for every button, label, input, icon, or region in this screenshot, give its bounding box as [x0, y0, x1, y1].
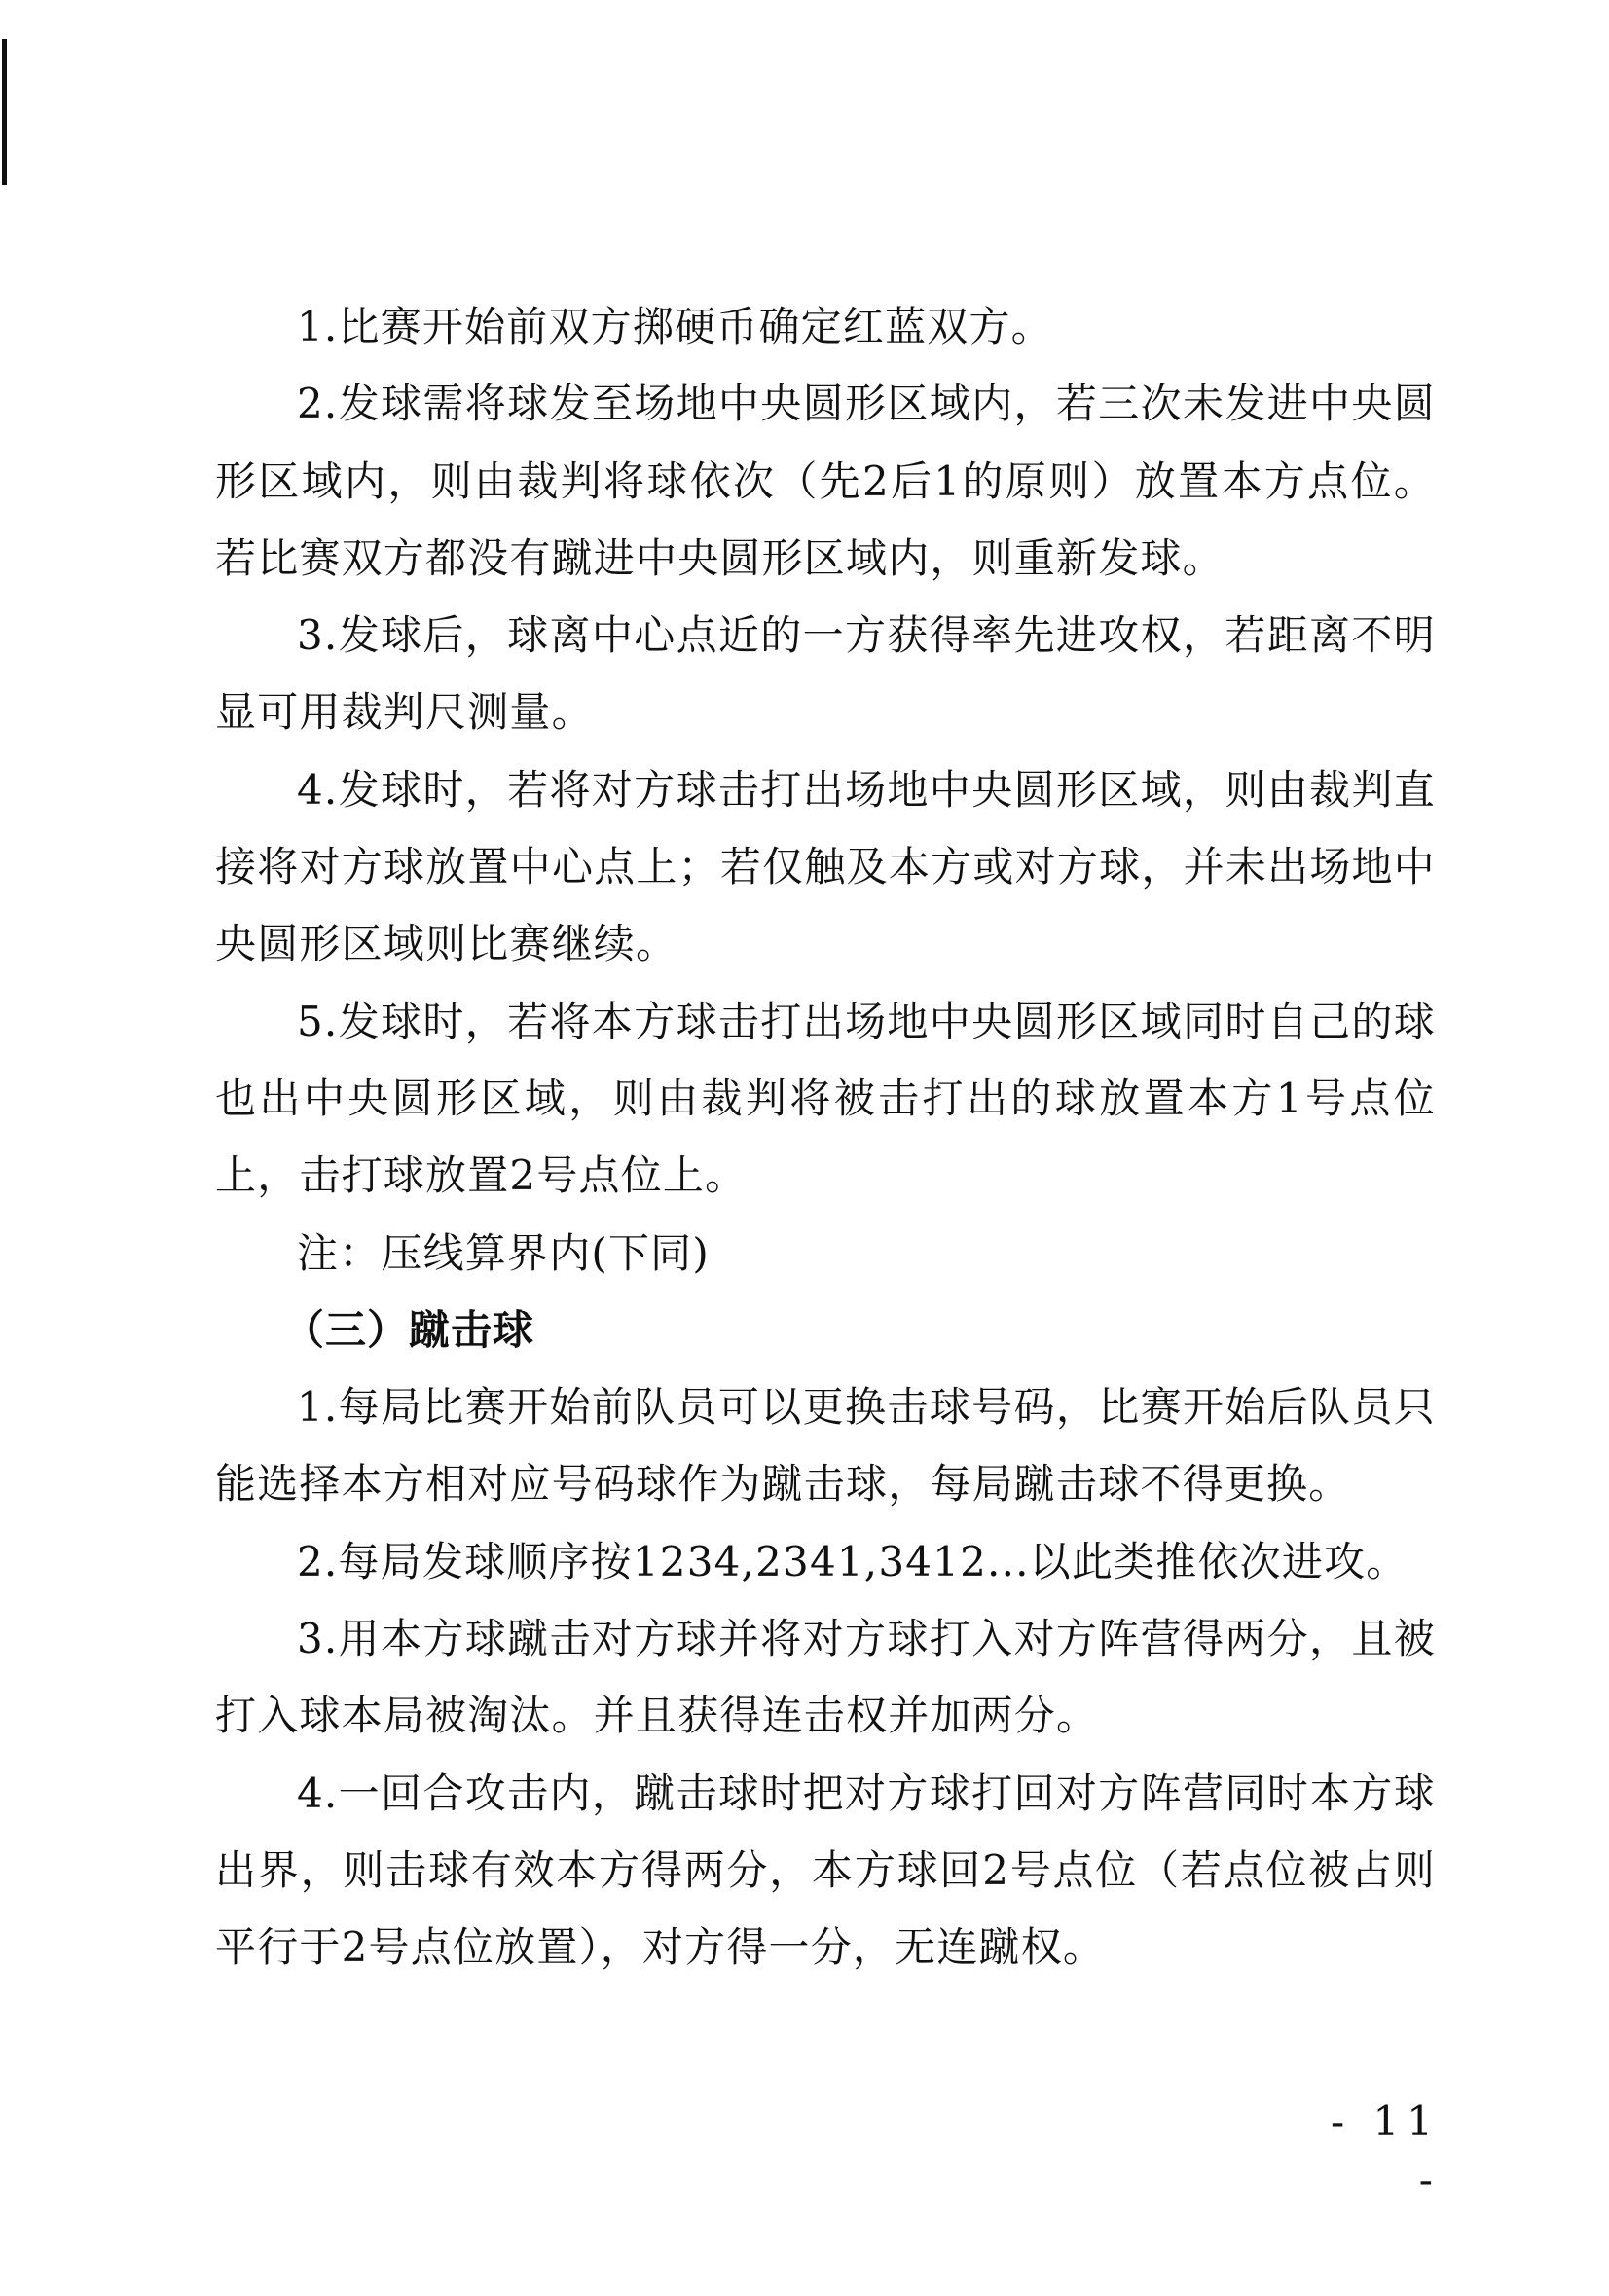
serve-rule-2: 2.发球需将球发至场地中央圆形区域内，若三次未发进中央圆形区域内，则由裁判将球依次（先2后1的原则）放置本方点位。若比赛双方都没有蹴进中央圆形区域内，则重新发球。 — [215, 380, 1436, 582]
note-line: 注：压线算界内(下同) — [297, 1228, 710, 1277]
page-number: - 11 - — [1331, 2097, 1441, 2204]
serve-rule-3: 3.发球后，球离中心点近的一方获得率先进攻权，若距离不明显可用裁判尺测量。 — [215, 611, 1436, 737]
serve-rule-1: 1.比赛开始前双方掷硬币确定红蓝双方。 — [297, 303, 1053, 350]
document-body — [215, 288, 1436, 1986]
scan-edge-mark — [2, 39, 7, 185]
kick-rule-2: 2.每局发球顺序按1234,2341,3412...以此类推依次进攻。 — [297, 1537, 1408, 1585]
kick-rule-4: 4.一回合攻击内，蹴击球时把对方球打回对方阵营同时本方球出界，则击球有效本方得两分，本方球回2号点位（若点位被占则平行于2号点位放置），对方得一分，无连蹴权。 — [215, 1768, 1436, 1972]
kick-rule-1: 1.每局比赛开始前队员可以更换击球号码，比赛开始后队员只能选择本方相对应号码球作为蹴击球，每局蹴击球不得更换。 — [215, 1383, 1436, 1509]
section-heading: （三）蹴击球 — [283, 1305, 535, 1354]
kick-rule-3: 3.用本方球蹴击对方球并将对方球打入对方阵营得两分，且被打入球本局被淘汰。并且获得连击权并加两分。 — [215, 1615, 1436, 1740]
serve-rule-4: 4.发球时，若将对方球击打出场地中央圆形区域，则由裁判直接将对方球放置中心点上；若仅触及本方或对方球，并未出场地中央圆形区域则比赛继续。 — [215, 765, 1436, 968]
serve-rule-5: 5.发球时，若将本方球击打出场地中央圆形区域同时自己的球也出中央圆形区域，则由裁判将被击打出的球放置本方1号点位上，击打球放置2号点位上。 — [215, 997, 1436, 1200]
